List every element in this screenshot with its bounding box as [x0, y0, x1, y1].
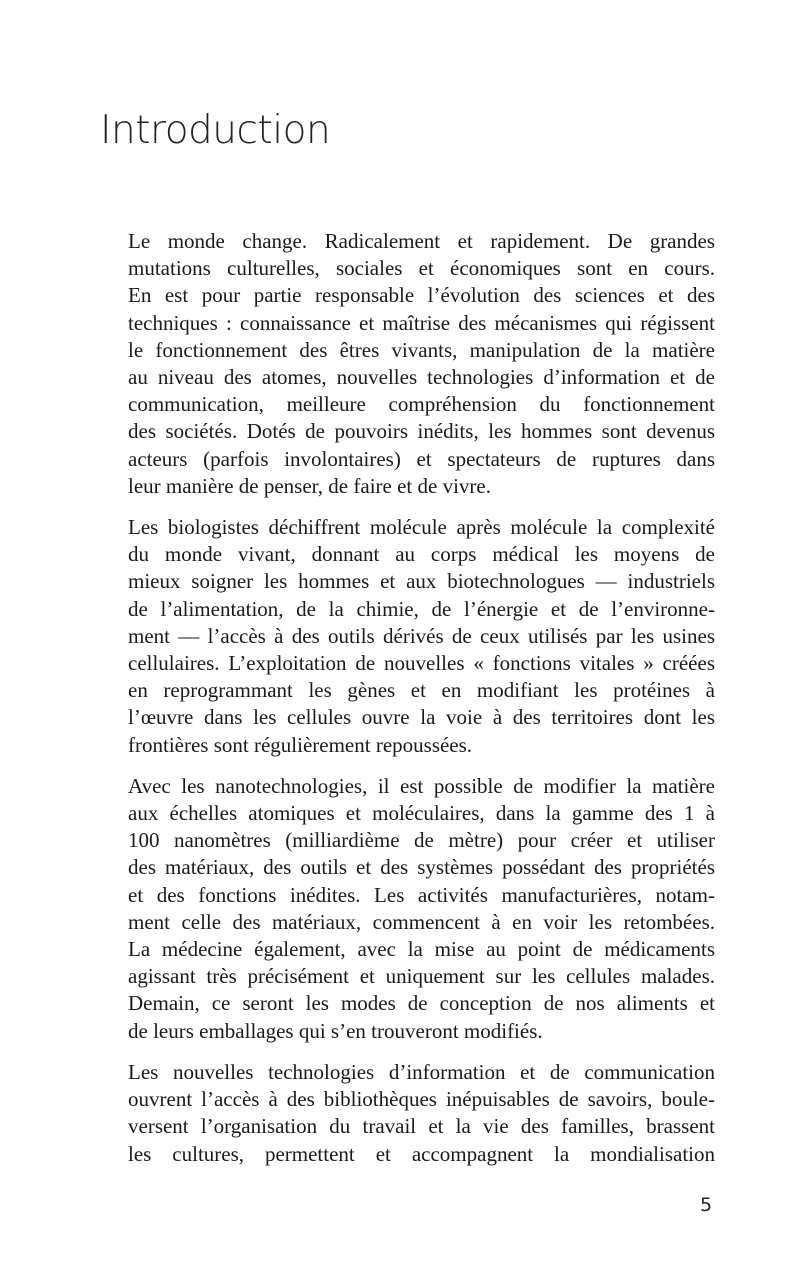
text-line: l’œuvre dans les cellules ouvre la voie à des territoires dont les — [128, 705, 715, 730]
text-line: Les nouvelles technologies d’information et de communication — [128, 1059, 715, 1084]
text-line: Demain, ce seront les modes de conception de nos aliments et — [128, 991, 715, 1016]
text-line: techniques : connaissance et maîtrise des mécanismes qui régissent — [128, 310, 715, 335]
text-line: au niveau des atomes, nouvelles technologies d’information et de — [128, 365, 715, 390]
text-line: de leurs emballages qui s’en trouveront modifiés. — [128, 1018, 543, 1043]
text-line: 100 nanomètres (milliardième de mètre) pour créer et utiliser — [128, 828, 715, 853]
text-line: ment celle des matériaux, commencent à en voir les retombées. — [128, 909, 715, 934]
text-line: Avec les nanotechnologies, il est possible de modifier la matière — [128, 773, 715, 798]
body-text — [128, 228, 715, 1182]
text-line: et des fonctions inédites. Les activités manufacturières, notam- — [128, 882, 715, 907]
text-line: communication, meilleure compréhension du fonctionnement — [128, 392, 715, 417]
text-line: acteurs (parfois involontaires) et spectateurs de ruptures dans — [128, 446, 715, 471]
text-line: les cultures, permettent et accompagnent la mondialisation — [128, 1141, 715, 1166]
text-line: en reprogrammant les gènes et en modifiant les protéines à — [128, 678, 715, 703]
text-line: Les biologistes déchiffrent molécule après molécule la complexité — [128, 515, 715, 540]
paragraph — [128, 228, 715, 500]
text-line: cellulaires. L’exploitation de nouvelles « fonctions vitales » créées — [128, 651, 715, 676]
text-line: mieux soigner les hommes et aux biotechnologues — industriels — [128, 569, 715, 594]
text-line: de l’alimentation, de la chimie, de l’énergie et de l’environne- — [128, 596, 715, 621]
text-line: mutations culturelles, sociales et économiques sont en cours. — [128, 256, 715, 281]
text-line: le fonctionnement des êtres vivants, manipulation de la matière — [128, 337, 715, 362]
text-line: ment — l’accès à des outils dérivés de ceux utilisés par les usines — [128, 623, 715, 648]
paragraph — [128, 773, 715, 1045]
page-title: Introduction — [100, 108, 331, 153]
paragraph — [128, 1059, 715, 1168]
page-number: 5 — [700, 1194, 713, 1216]
text-line: des matériaux, des outils et des systèmes possédant des propriétés — [128, 855, 715, 880]
text-line: agissant très précisément et uniquement sur les cellules malades. — [128, 964, 715, 989]
text-line: des sociétés. Dotés de pouvoirs inédits, les hommes sont devenus — [128, 419, 715, 444]
text-line: aux échelles atomiques et moléculaires, dans la gamme des 1 à — [128, 801, 715, 826]
text-line: frontières sont régulièrement repoussées. — [128, 732, 473, 757]
text-line: Le monde change. Radicalement et rapidement. De grandes — [128, 229, 715, 253]
text-line: du monde vivant, donnant au corps médical les moyens de — [128, 542, 715, 567]
text-line: La médecine également, avec la mise au point de médicaments — [128, 937, 715, 962]
text-line: leur manière de penser, de faire et de vivre. — [128, 473, 491, 498]
text-line: ouvrent l’accès à des bibliothèques inépuisables de savoirs, boule- — [128, 1087, 715, 1112]
paragraph — [128, 514, 715, 759]
text-line: En est pour partie responsable l’évolution des sciences et des — [128, 283, 715, 308]
text-line: versent l’organisation du travail et la vie des familles, brassent — [128, 1114, 715, 1139]
